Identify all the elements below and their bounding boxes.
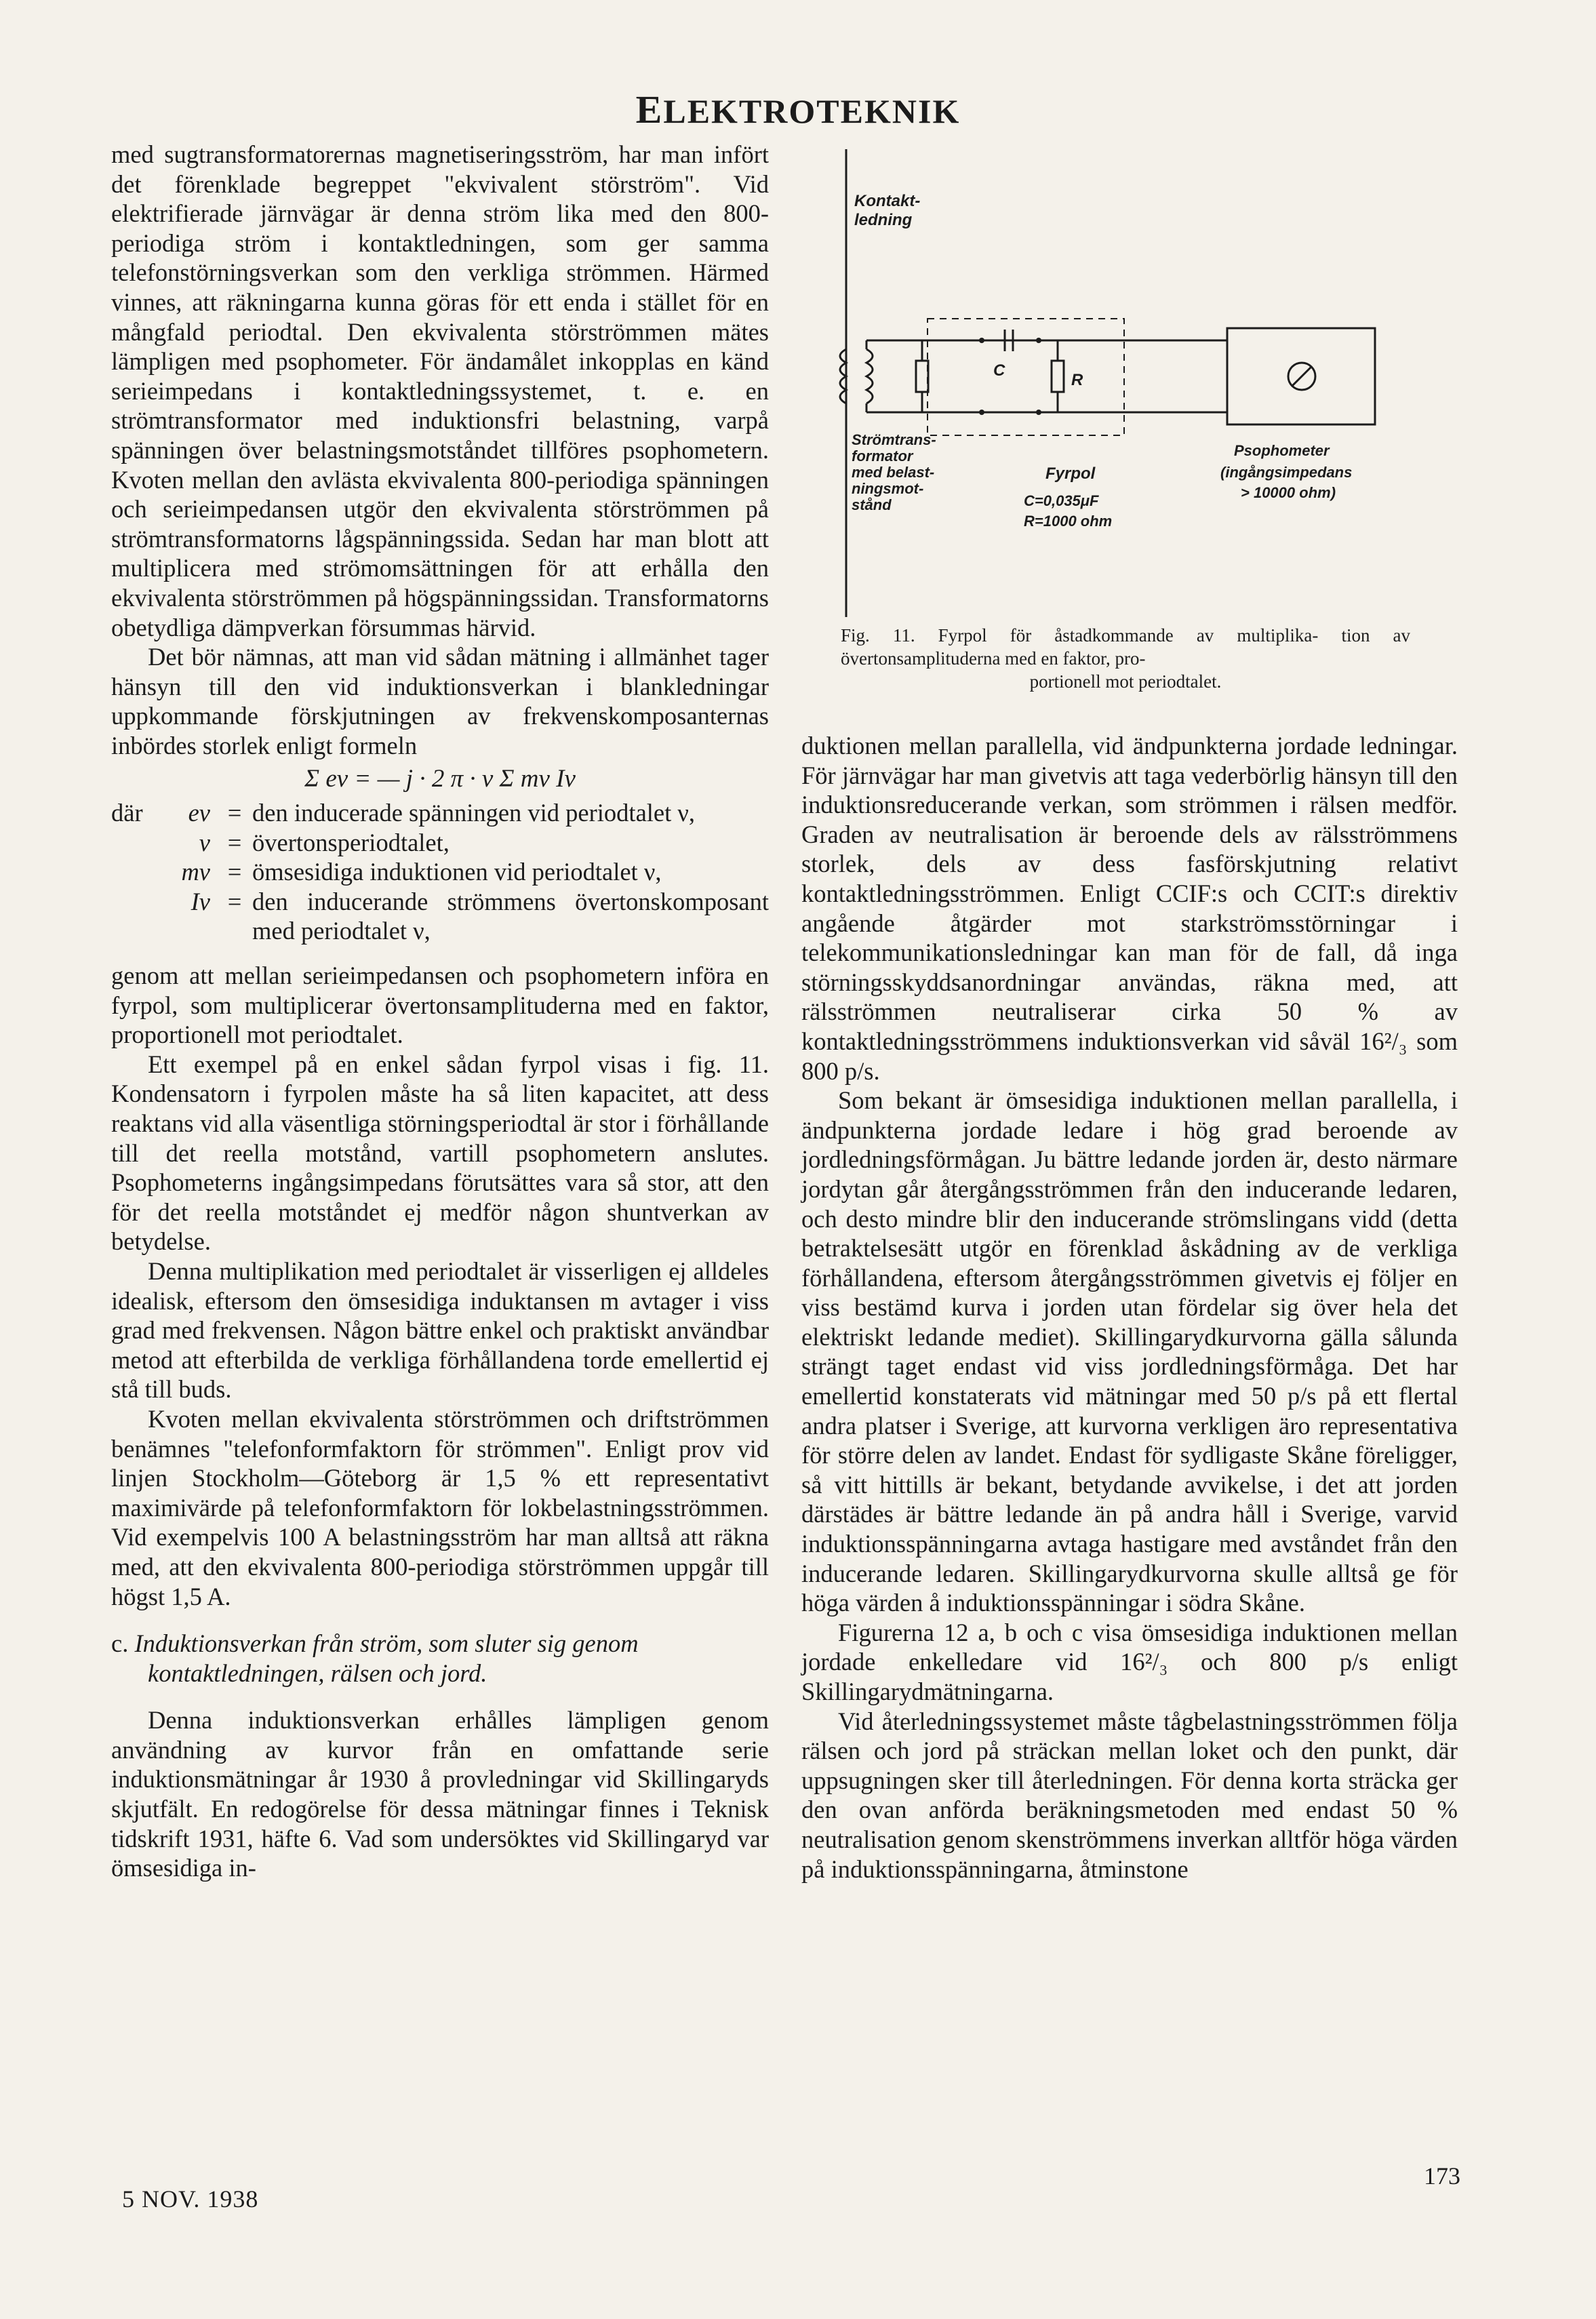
label-transformer: formator [852,448,913,464]
label-contact-line: ledning [854,211,913,229]
circuit-diagram [827,149,1424,624]
definition-row: mν = ömsesidiga induktionen vid periodtalet ν, [181,858,662,886]
paragraph: genom att mellan serieimpedansen och psophometern införa en fyrpol, som multiplicerar övertonsamplituderna med en faktor, proportionell mot periodtalet. [111,962,769,1049]
paragraph: Kvoten mellan ekvivalenta störströmmen och driftströmmen benämnes "telefonformfaktorn för strömmen". Enligt prov vid linjen Stockholm—Göteborg är 1,5 % ett representativt maximivärde på telefonformfaktorn för lokbelastningsströmmen. Vid exempelvis 100 A belastningsström har man alltså att räkna med, att den ekvivalenta 800-periodiga störströmmen uppgår till högst 1,5 A. [111,1404,769,1610]
paragraph: Denna multiplikation med periodtalet är visserligen ej alldeles idealisk, eftersom den ömsesidiga induktansen m avtager i viss grad med frekvensen. Någon bättre enkel och praktiskt användbar metod att efterbilda de verkliga förhållandena torde emellertid ej stå till buds. [111,1256,769,1404]
left-column [111,140,769,1883]
figure-caption: Fig. 11. Fyrpol för åstadkommande av multiplika- tion av övertonsamplituderna med en faktor, pro- portionell mot periodtalet. [841,625,1410,692]
paragraph: Det bör nämnas, att man vid sådan mätning i allmänhet tager hänsyn till den vid induktionsverkan i blankledningar uppkommande förskjutningen av frekvenskomposanternas inbördes storlek enligt formeln [111,643,769,759]
definition-row: ν = övertonsperiodtalet, [199,828,450,856]
secondary-coil [866,349,873,403]
label-psophometer: (ingångsimpedans [1220,464,1353,481]
formula-definitions [111,798,769,946]
journal-header: ELEKTROTEKNIK [635,87,961,132]
page-number: 173 [1424,2162,1460,2189]
label-transformer: med belast- [852,464,935,481]
section-heading: c. Induktionsverkan från ström, som sluter sig genom kontaktledningen, rälsen och jord. [111,1629,639,1687]
label-transformer: Strömtrans- [852,431,936,448]
paragraph: med sugtransformatorernas magnetiseringsström, har man infört det förenklade begreppet "ekvivalent störström". Vid elektrifierade järnvägar är denna ström lika med den 800-periodiga ström i kontaktledningen, som ger samma telefonstörningsverkan som den verkliga strömmen. Härmed vinnes, att räkningarna kunna göras för ett enda i stället för en mångfald periodtal. Den ekvivalenta störströmmen mätes lämpligen med psophometer. För ändamålet inkopplas en känd serieimpedans i kontaktledningssystemet, t. e. en strömtransformator med induktionsfri belastning, varpå spänningen över belastningsmotståndet tillföres psophometern. Kvoten mellan den avlästa ekvivalenta 800-periodiga spänningen och serieimpedansen utgör den ekvivalenta störströmmen på strömtransformatorns lågspänningssida. Sedan har man blott att multiplicera med strömomsättningen för att erhålla den ekvivalenta störströmmen på högspänningssidan. Transformatorns obetydliga dämpverkan försummas härvid. [111,140,769,641]
label-capacitor: C [993,361,1005,380]
circuit-figure [827,149,1424,624]
paragraph: duktionen mellan parallella, vid ändpunkterna jordade ledningar. För järnvägar har man givetvis att taga vederbörlig hänsyn till den induktionsreducerande verkan, som strömmen i rälsen medför. Graden av neutralisation är beroende dels av rälsströmmens storlek, dels av dess fasförskjutning relativt kontaktledningsströmmen. Enligt CCIF:s och CCIT:s direktiv angående åtgärder mot starkströmsstörningar i telekommunikationsledningar kan man för de fall, då inga störningsskyddsanordningar användas, räkna med, att rälsströmmen neutraliserar cirka 50 % av kontaktledningsströmmens induktionsverkan vid såväl 16²/₃ som 800 p/s. [801,732,1458,1085]
paragraph: Vid återledningssystemet måste tågbelastningsströmmen följa rälsen och jord på sträckan mellan loket och den punkt, där uppsugningen sker till återledningen. För denna korta sträcka ger den ovan anförda beräkningsmetoden med endast 50 % neutralisation genom skenströmmens inverkan alltför höga värden på induktionsspänningarna, åtminstone [801,1707,1458,1883]
definition-row: Iν = den inducerande strömmens övertonskomposant med periodtalet ν, [191,887,769,945]
label-capacitance: C=0,035μF [1024,492,1099,509]
label-contact-line: Kontakt- [854,192,921,210]
issue-date: 5 NOV. 1938 [122,2185,259,2213]
label-transformer: stånd [852,496,892,513]
fyrpol-dashed-box [927,319,1124,435]
label-fyrpol: Fyrpol [1045,464,1096,483]
right-column [801,731,1458,1884]
label-psophometer: > 10000 ohm) [1241,484,1336,501]
paragraph: Ett exempel på en enkel sådan fyrpol visas i fig. 11. Kondensatorn i fyrpolen måste ha så liten kapacitet, att dess reaktans vid alla väsentliga störningsperiodtal är stor i förhållande till det reella motstånd, vartill psophometern anslutes. Psophometerns ingångsimpedans förutsättes vara så stor, att den för det reella motståndet ej medför någon shuntverkan av betydelse. [111,1050,769,1256]
load-resistor [916,361,928,392]
paragraph: Denna induktionsverkan erhålles lämpligen genom användning av kurvor från en omfattande serie induktionsmätningar år 1930 å provledningar vid Skillingaryds skjutfält. En redogörelse för dessa mätningar finnes i Teknisk tidskrift 1931, häfte 6. Vad som undersöktes vid Skillingaryd var ömsesidiga in- [111,1706,769,1882]
paragraph: Som bekant är ömsesidiga induktionen mellan parallella, i ändpunkterna jordade ledare i hög grad beroende av jordledningsförmågan. Ju bättre ledande jorden är, desto närmare jordytan går återgångsströmmen från den inducerande ledaren, och desto mindre blir den inducerande strömslingans vidd (detta betraktelsesätt utgör en förenklad åskådning av de verkliga förhållandena, eftersom återgångsströmmen givetvis ej följer en viss bestämd kurva i jorden utan fördelar sig över hela det elektriskt ledande mediet). Skillingarydkurvorna gälla sålunda strängt taget endast vid viss jordledningsförmåga. Det har emellertid konstaterats vid mätningar med 50 p/s på ett flertal andra platser i Sverige, att kurvorna verkligen äro representativa för större delen av landet. Endast för sydligaste Skåne föreligger, så vitt hittills är bekant, betydande avvikelse, i det att jorden därstädes är bättre ledande än på andra håll i Sverige, varvid induktionsspänningarna avtaga hastigare med avståndet från den inducerande ledaren. Skillingarydkurvorna skulle alltså ge för höga värden å induktionsspänningar i södra Skåne. [801,1086,1458,1617]
fyrpol-resistor [1052,361,1064,392]
label-resistance: R=1000 ohm [1024,513,1113,530]
label-transformer: ningsmot- [852,480,924,497]
label-resistor: R [1071,371,1083,389]
paragraph: Figurerna 12 a, b och c visa ömsesidiga induktionen mellan jordade enkelledare vid 16²/₃ och 800 p/s enligt Skillingarydmätningarna. [801,1618,1458,1705]
label-psophometer: Psophometer [1234,442,1330,459]
formula: Σ eν = — j · 2 π · ν Σ mν Iν [304,765,576,793]
definition-row: där eν = den inducerade spänningen vid periodtalet ν, [111,799,696,827]
